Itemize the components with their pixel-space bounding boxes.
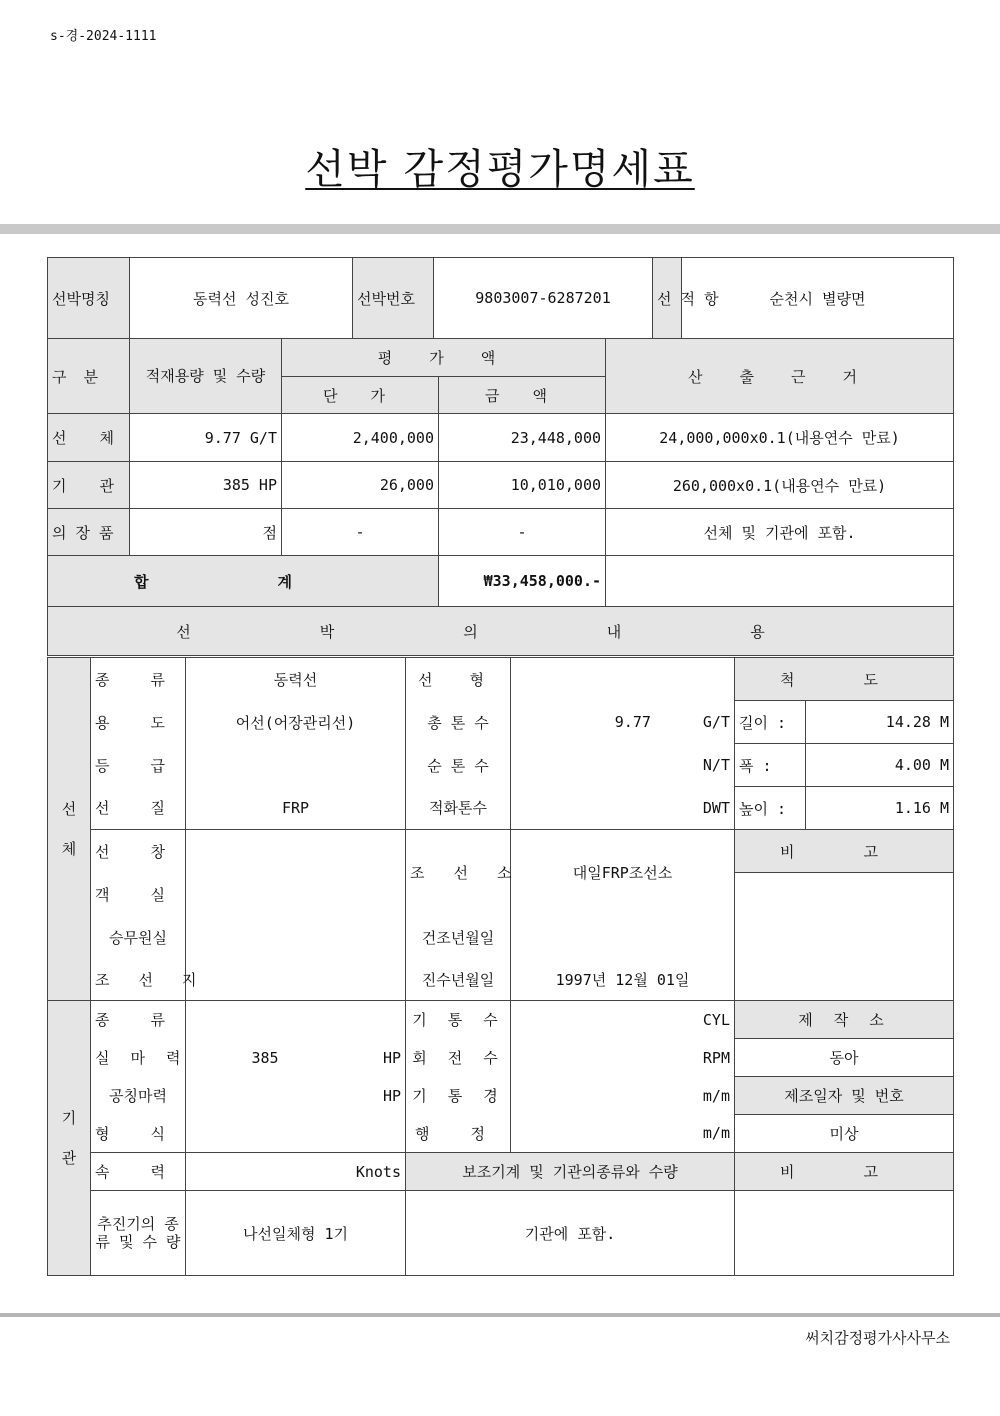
crew-room-label: 승무원실 bbox=[91, 916, 186, 959]
table-row bbox=[48, 414, 954, 462]
contents-table bbox=[47, 657, 954, 1276]
row-qty-engine: 385 HP bbox=[130, 462, 282, 509]
row-label-hull: 선 체 bbox=[48, 414, 130, 462]
launch-date: 1997년 12월 01일 bbox=[511, 959, 735, 1001]
contents-header: 선 박 의 내 용 bbox=[48, 607, 954, 656]
nominal-power-unit: HP bbox=[382, 1086, 401, 1105]
engine-kind-label: 종 류 bbox=[91, 1001, 186, 1039]
hull-use-label: 용 도 bbox=[91, 701, 186, 744]
built-date bbox=[511, 916, 735, 959]
width-label: 폭 : bbox=[735, 744, 806, 787]
power-cell bbox=[186, 1039, 406, 1077]
hull-grade-label: 등 급 bbox=[91, 744, 186, 787]
hull-gross-unit: G/T bbox=[702, 713, 730, 731]
hull-load-unit: DWT bbox=[702, 798, 730, 817]
speed-label: 속 력 bbox=[91, 1153, 186, 1191]
launch-date-label: 진수년월일 bbox=[406, 959, 511, 1001]
footer-divider bbox=[0, 1313, 1000, 1317]
ship-name-label: 선박명칭 bbox=[48, 258, 130, 339]
hull-shape bbox=[511, 658, 735, 701]
hull-load-label: 적화톤수 bbox=[406, 787, 511, 830]
hull-use: 어선(어장관리선) bbox=[186, 701, 406, 744]
nominal-power-label: 공칭마력 bbox=[91, 1077, 186, 1115]
total-amount: ₩33,458,000.- bbox=[439, 556, 606, 607]
page-title bbox=[0, 136, 1000, 195]
basis-header: 산 출 근 거 bbox=[606, 339, 954, 414]
speed-unit: Knots bbox=[186, 1153, 406, 1191]
hatch-label: 선 창 bbox=[91, 830, 186, 873]
dimension-header: 척 도 bbox=[735, 658, 954, 701]
hull-gross-cell bbox=[511, 701, 735, 744]
capacity-header: 적재용량 및 수량 bbox=[130, 339, 282, 414]
hull-shape-label: 선 형 bbox=[406, 658, 511, 701]
row-amount-engine: 10,010,000 bbox=[439, 462, 606, 509]
nominal-power-cell bbox=[186, 1077, 406, 1115]
valuation-detail-table bbox=[47, 338, 954, 656]
hull-section-label: 선 체 bbox=[48, 658, 91, 1001]
cabin-label: 객 실 bbox=[91, 873, 186, 916]
engine-section-label: 기 관 bbox=[48, 1001, 91, 1276]
rpm-label: 회 전 수 bbox=[406, 1039, 511, 1077]
hull-load-cell bbox=[511, 787, 735, 830]
row-unit-hull: 2,400,000 bbox=[282, 414, 439, 462]
row-unit-engine: 26,000 bbox=[282, 462, 439, 509]
length-value: 14.28 M bbox=[806, 701, 954, 744]
hull-remark bbox=[735, 873, 954, 1001]
row-basis-fittings: 선체 및 기관에 포함. bbox=[606, 509, 954, 556]
bore-label: 기 통 경 bbox=[406, 1077, 511, 1115]
hull-material-label: 선 질 bbox=[91, 787, 186, 830]
unit-price-header: 단 가 bbox=[282, 377, 439, 414]
header-divider bbox=[0, 224, 1000, 234]
type-value bbox=[186, 1115, 406, 1153]
cyl-label: 기 통 수 bbox=[406, 1001, 511, 1039]
height-value: 1.16 M bbox=[806, 787, 954, 830]
power-value: 385 bbox=[251, 1048, 279, 1067]
port-label bbox=[653, 258, 719, 339]
maker-value: 동아 bbox=[735, 1039, 954, 1077]
engine-remark bbox=[735, 1191, 954, 1276]
power-label: 실 마 력 bbox=[91, 1039, 186, 1077]
shipyard-label: 조 선 소 bbox=[406, 830, 511, 916]
table-row bbox=[48, 462, 954, 509]
rpm-unit: RPM bbox=[511, 1039, 735, 1077]
row-label-fittings: 의 장 품 bbox=[48, 509, 130, 556]
row-qty-hull: 9.77 G/T bbox=[130, 414, 282, 462]
ship-name: 동력선 성진호 bbox=[130, 258, 353, 339]
type-label: 형 식 bbox=[91, 1115, 186, 1153]
total-row bbox=[48, 556, 954, 607]
total-label: 합 계 bbox=[48, 556, 439, 607]
ship-no: 9803007-6287201 bbox=[434, 258, 653, 339]
width-value: 4.00 M bbox=[806, 744, 954, 787]
hull-net-cell bbox=[511, 744, 735, 787]
hull-kind-label: 종 류 bbox=[91, 658, 186, 701]
total-basis bbox=[606, 556, 954, 607]
title-text: 선박 감정평가명세표 bbox=[305, 145, 695, 193]
hull-kind: 동력선 bbox=[186, 658, 406, 701]
hull-gross-label: 총 톤 수 bbox=[406, 701, 511, 744]
valuation-table bbox=[47, 257, 954, 339]
hull-material: FRP bbox=[186, 787, 406, 830]
port: 순천시 별량면 bbox=[682, 258, 954, 339]
hull-net-label: 순 톤 수 bbox=[406, 744, 511, 787]
length-label: 길이 : bbox=[735, 701, 806, 744]
propeller-value: 나선일체형 1기 bbox=[186, 1191, 406, 1276]
engine-remark-header: 비 고 bbox=[735, 1153, 954, 1191]
row-amount-hull: 23,448,000 bbox=[439, 414, 606, 462]
cyl-unit: CYL bbox=[511, 1001, 735, 1039]
hull-grade bbox=[186, 744, 406, 787]
shipyard: 대일FRP조선소 bbox=[511, 830, 735, 916]
stroke-label: 행 정 bbox=[406, 1115, 511, 1153]
row-qty-fittings: 점 bbox=[130, 509, 282, 556]
row-basis-engine: 260,000x0.1(내용연수 만료) bbox=[606, 462, 954, 509]
table-row bbox=[48, 509, 954, 556]
office-name: 써치감정평가사사무소 bbox=[805, 1329, 950, 1347]
ship-no-label: 선박번호 bbox=[353, 258, 434, 339]
value-header: 평 가 액 bbox=[282, 339, 606, 377]
amount-header: 금 액 bbox=[439, 377, 606, 414]
maker-header: 제 작 소 bbox=[735, 1001, 954, 1039]
builder-location-label: 조 선 지 bbox=[91, 959, 186, 1001]
mfg-value: 미상 bbox=[735, 1115, 954, 1153]
document-number: s-경-2024-1111 bbox=[50, 29, 157, 44]
propeller-label: 추진기의 종 류 및 수 량 bbox=[91, 1191, 186, 1276]
engine-kind bbox=[186, 1001, 406, 1039]
aux-header: 보조기계 및 기관의종류와 수량 bbox=[406, 1153, 735, 1191]
mfg-header: 제조일자 및 번호 bbox=[735, 1077, 954, 1115]
power-unit: HP bbox=[382, 1048, 401, 1067]
row-label-engine: 기 관 bbox=[48, 462, 130, 509]
row-amount-fittings: - bbox=[439, 509, 606, 556]
row-basis-hull: 24,000,000x0.1(내용연수 만료) bbox=[606, 414, 954, 462]
stroke-unit: m/m bbox=[511, 1115, 735, 1153]
port-label-text: 선 적 항 bbox=[657, 289, 719, 308]
aux-value: 기관에 포함. bbox=[406, 1191, 735, 1276]
row-unit-fittings: - bbox=[282, 509, 439, 556]
hull-gross: 9.77 bbox=[614, 713, 651, 731]
hull-net-unit: N/T bbox=[702, 756, 730, 774]
bore-unit: m/m bbox=[511, 1077, 735, 1115]
hull-space-values bbox=[186, 830, 406, 1001]
built-date-label: 건조년월일 bbox=[406, 916, 511, 959]
hull-remark-header: 비 고 bbox=[735, 830, 954, 873]
height-label: 높이 : bbox=[735, 787, 806, 830]
category-header: 구 분 bbox=[48, 339, 130, 414]
